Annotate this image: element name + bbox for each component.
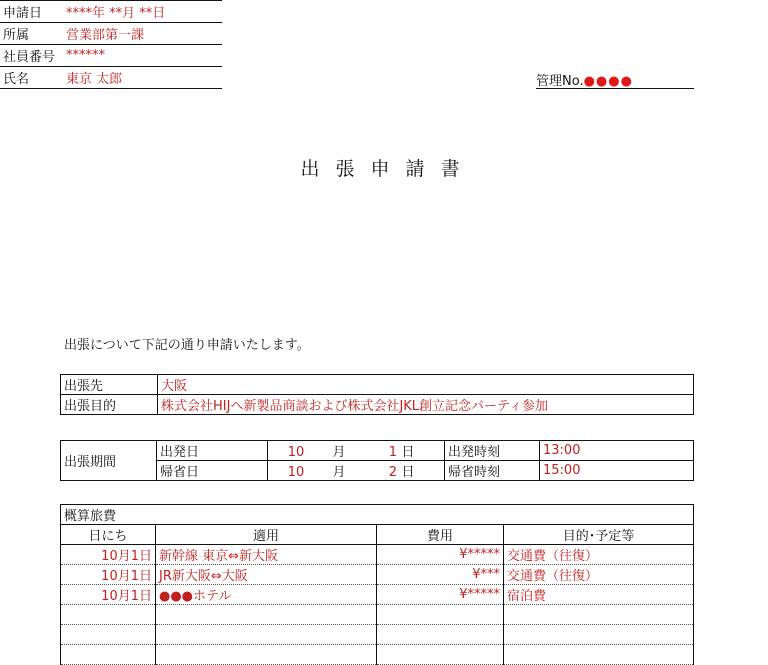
row-cost[interactable] [377,645,504,665]
destination-value[interactable]: 大阪 [158,375,694,395]
depart-time-value[interactable]: 13:00 [540,441,694,461]
header-purpose: 目的･予定等 [504,525,694,545]
expenses-caption: 概算旅費 [61,505,694,525]
row-date[interactable] [61,625,156,645]
return-time-label: 帰省時刻 [445,461,540,481]
employee-number-value[interactable]: ****** [63,45,222,67]
depart-date-label: 出発日 [157,441,268,461]
application-date-label: 申請日 [0,1,63,23]
row-purpose[interactable]: 交通費（往復） [504,545,694,565]
row-description[interactable]: JR新大阪⇔大阪 [156,565,377,585]
row-date[interactable] [61,645,156,665]
row-date[interactable]: 10月1日 [61,585,156,605]
return-date-label: 帰省日 [157,461,268,481]
applicant-info [0,0,222,89]
destination-table [60,374,694,415]
depart-date-value[interactable] [268,441,445,461]
row-cost[interactable]: ¥*** [377,565,504,585]
applicant-row [0,23,222,45]
employee-number-label: 社員番号 [0,45,63,67]
table-row [61,605,694,625]
name-value[interactable]: 東京 太郎 [63,67,222,89]
row-description[interactable] [156,645,377,665]
row-purpose[interactable]: 宿泊費 [504,585,694,605]
month-unit: 月 [332,465,346,480]
return-day: 2 [388,465,397,480]
expenses-table [60,504,694,665]
month-unit: 月 [332,445,346,460]
name-label: 氏名 [0,67,63,89]
row-description[interactable] [156,605,377,625]
depart-day: 1 [388,445,397,460]
header-description: 適用 [156,525,377,545]
purpose-label: 出張目的 [61,395,158,415]
row-date[interactable]: 10月1日 [61,565,156,585]
row-cost[interactable]: ¥***** [377,585,504,605]
management-number [536,70,694,89]
depart-time-label: 出発時刻 [445,441,540,461]
row-description[interactable] [156,625,377,645]
row-date[interactable]: 10月1日 [61,545,156,565]
return-date-value[interactable] [268,461,445,481]
period-table [60,440,694,481]
table-row [61,545,694,565]
row-cost[interactable] [377,625,504,645]
header-date: 日にち [61,525,156,545]
applicant-row [0,67,222,89]
table-row [61,625,694,645]
row-purpose[interactable]: 交通費（往復） [504,565,694,585]
depart-month: 10 [287,445,305,460]
row-cost[interactable] [377,605,504,625]
row-purpose[interactable] [504,645,694,665]
row-date[interactable] [61,605,156,625]
table-row [61,645,694,665]
intro-text: 出張について下記の通り申請いたします。 [64,338,310,353]
application-date-value[interactable]: ****年 **月 **日 [63,1,222,23]
period-label: 出張期間 [61,441,157,481]
purpose-value[interactable]: 株式会社HIJへ新製品商談および株式会社JKL創立記念パーティ参加 [158,395,694,415]
row-description[interactable]: 新幹線 東京⇔新大阪 [156,545,377,565]
day-unit: 日 [401,465,415,480]
row-description[interactable]: ●●●ホテル [156,585,377,605]
header-cost: 費用 [377,525,504,545]
management-value: ●●●● [583,74,633,89]
applicant-row [0,1,222,23]
destination-label: 出張先 [61,375,158,395]
return-month: 10 [287,465,305,480]
day-unit: 日 [401,445,415,460]
applicant-row [0,45,222,67]
department-label: 所属 [0,23,63,45]
table-row [61,585,694,605]
row-cost[interactable]: ¥***** [377,545,504,565]
management-label: 管理No. [536,74,584,89]
department-value[interactable]: 営業部第一課 [63,23,222,45]
row-purpose[interactable] [504,605,694,625]
page-title: 出張申請書 [300,158,476,180]
table-row [61,565,694,585]
row-purpose[interactable] [504,625,694,645]
return-time-value[interactable]: 15:00 [540,461,694,481]
